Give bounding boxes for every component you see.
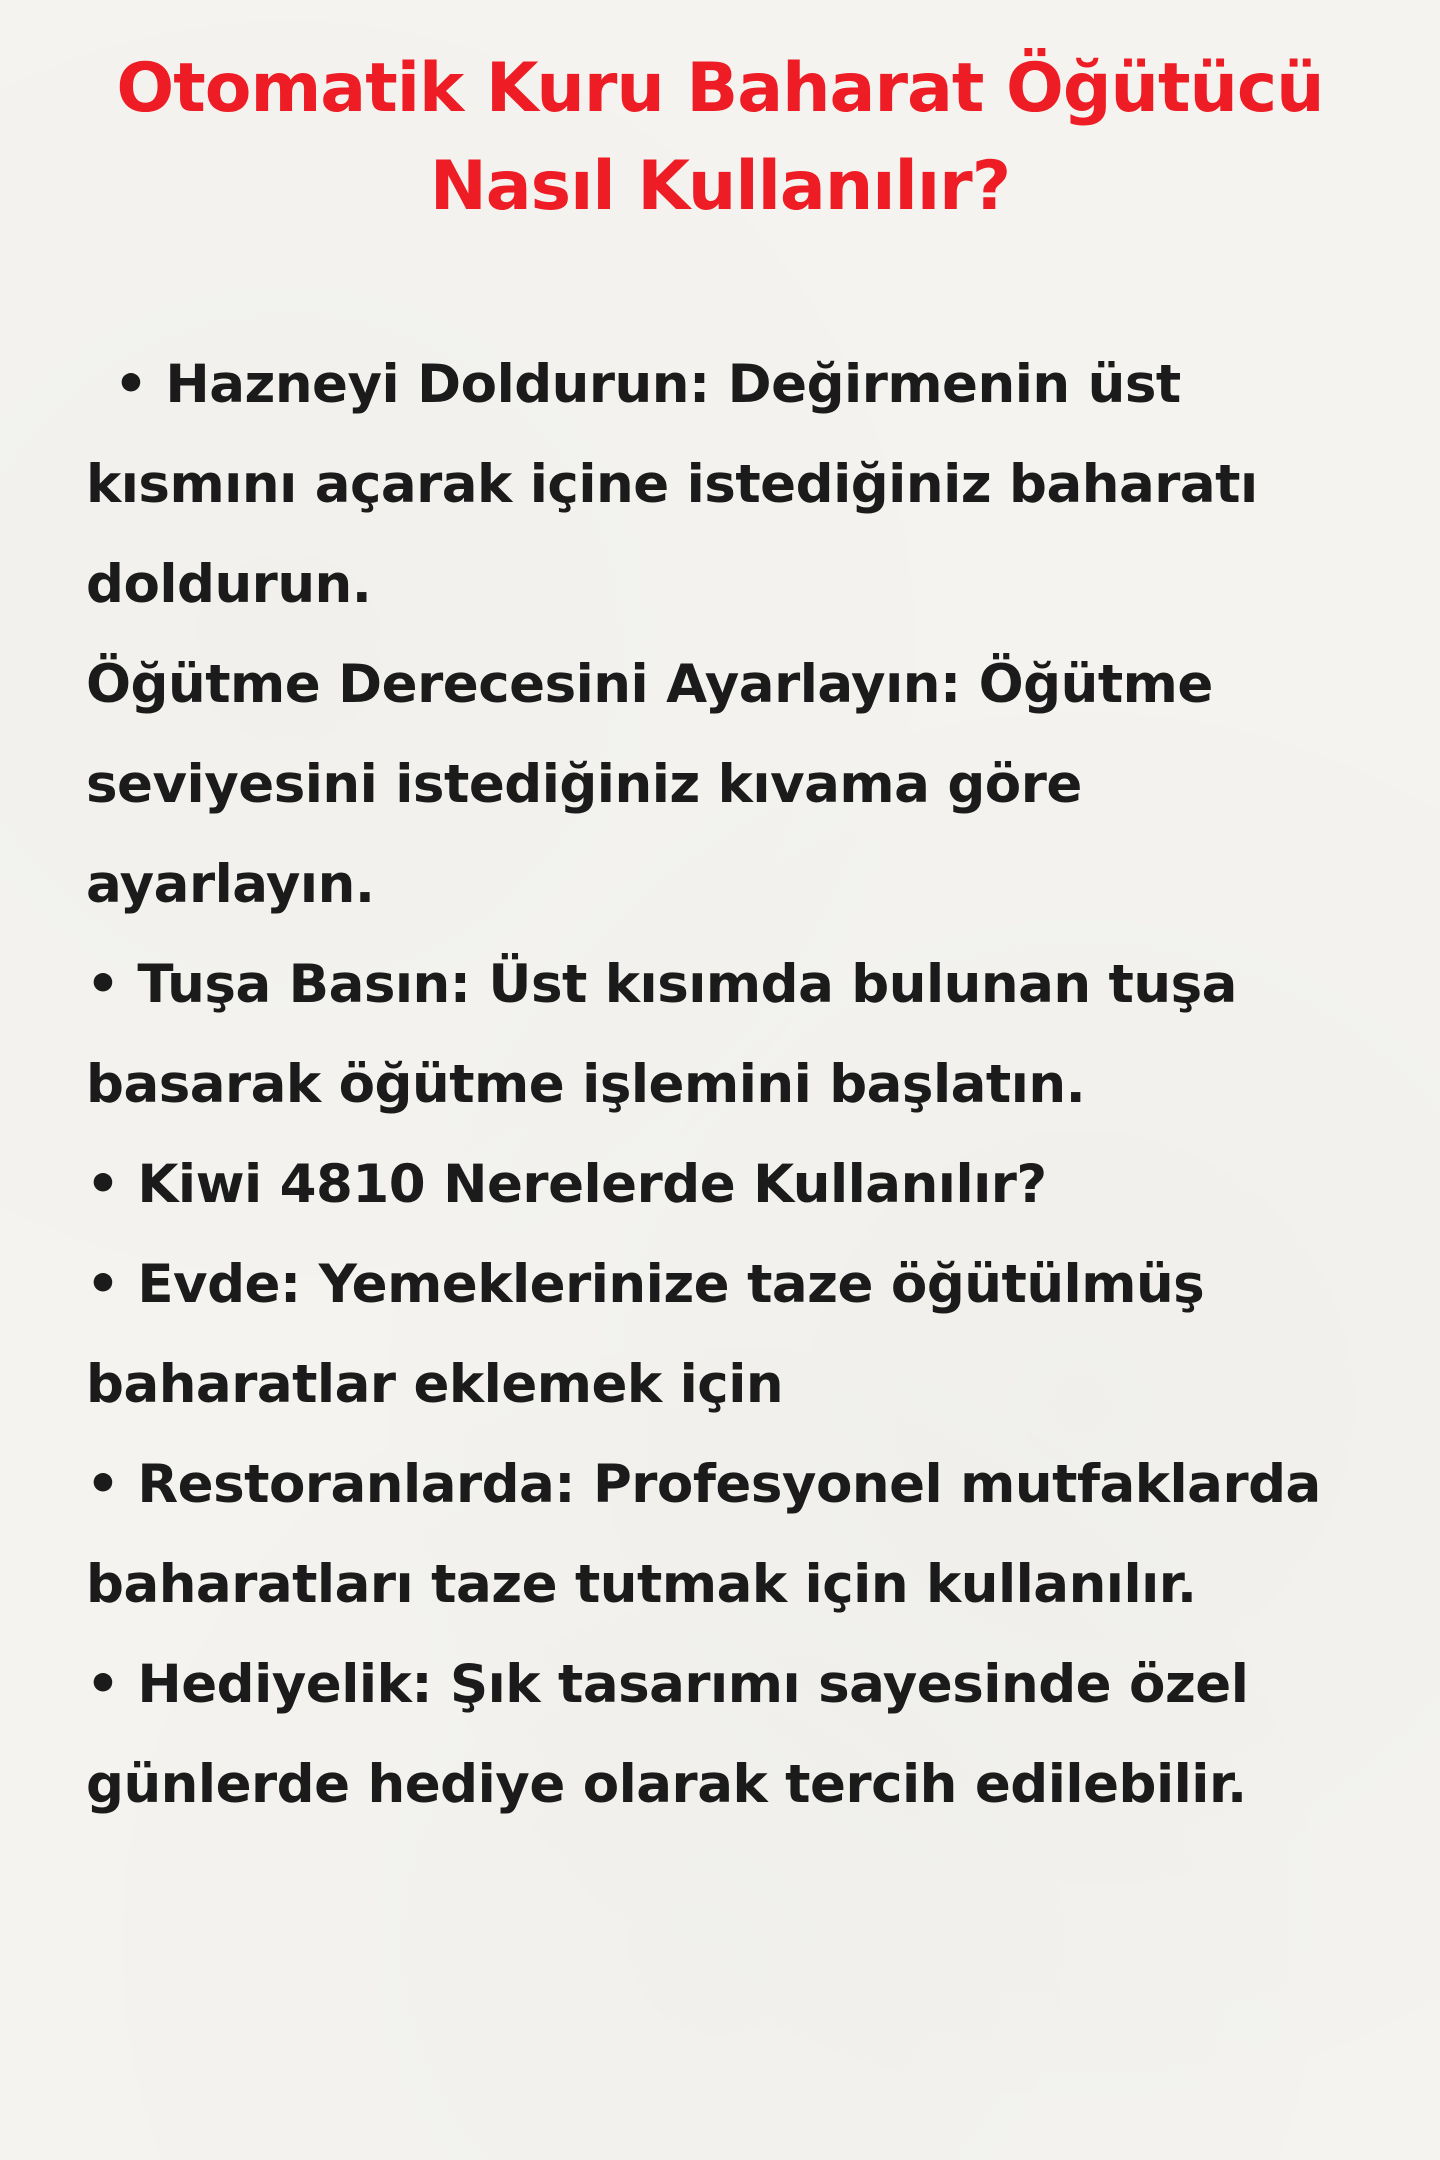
paragraph-text: Hediyelik: Şık tasarımı sayesinde özel günlerde hediye olarak tercih edilebilir. (86, 1654, 1249, 1815)
paragraph-restaurants (86, 1435, 1386, 1635)
paragraph-text: Hazneyi Doldurun: Değirmenin üst kısmını açarak içine istediğiniz baharatı doldurun. (86, 354, 1258, 615)
paragraph-text: Evde: Yemeklerinize taze öğütülmüş baharatlar eklemek için (86, 1254, 1205, 1415)
paragraph-press-button (86, 935, 1386, 1135)
title-line-2: Nasıl Kullanılır? (429, 147, 1011, 226)
paragraph-adjust-grind (86, 635, 1386, 935)
page-title (0, 40, 1440, 236)
instructions-body (86, 335, 1386, 1835)
bullet-icon: • (86, 1654, 120, 1715)
paragraph-text: Kiwi 4810 Nerelerde Kullanılır? (137, 1154, 1047, 1215)
bullet-icon: • (86, 1154, 120, 1215)
paragraph-usage-heading (86, 1135, 1386, 1235)
bullet-icon: • (86, 954, 120, 1015)
paragraph-text: Tuşa Basın: Üst kısımda bulunan tuşa basarak öğütme işlemini başlatın. (86, 954, 1237, 1115)
paragraph-text: Öğütme Derecesini Ayarlayın: Öğütme seviyesini istediğiniz kıvama göre ayarlayın. (86, 654, 1213, 915)
bullet-icon: • (86, 1254, 120, 1315)
paragraph-home (86, 1235, 1386, 1435)
bullet-icon: • (114, 354, 148, 415)
title-line-1: Otomatik Kuru Baharat Öğütücü (116, 49, 1324, 128)
bullet-icon: • (86, 1454, 120, 1515)
paragraph-text: Restoranlarda: Profesyonel mutfaklarda baharatları taze tutmak için kullanılır. (86, 1454, 1321, 1615)
paragraph-fill-chamber (86, 335, 1386, 635)
paragraph-gift (86, 1635, 1386, 1835)
